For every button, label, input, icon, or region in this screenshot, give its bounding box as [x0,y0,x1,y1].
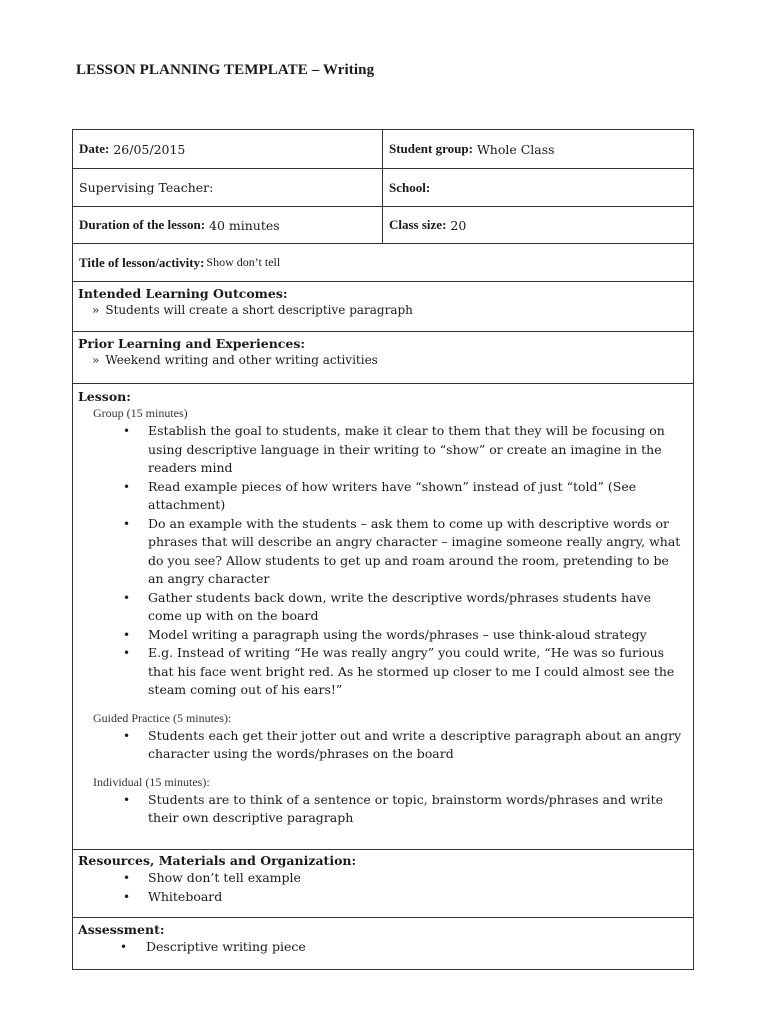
class-size-value: 20 [450,217,467,233]
bullet-icon: • [123,424,131,438]
document-title [76,62,374,79]
bullet-icon: • [123,728,131,743]
list-item: • Model writing a paragraph using the words/phrases – use think-aloud strategy [78,626,687,645]
student-group-label: Student group: [389,141,473,156]
date-value: 26/05/2015 [113,141,186,157]
list-item: • E.g. Instead of writing “He was really angry” you could write, “He was so furious that his face went bright red. As he stormed up closer to me I could almost see the steam coming out of his ears!” [123,645,675,697]
row-assessment [73,917,693,969]
list-item: • Do an example with the students – ask them to come up with descriptive words or phrases that will describe an angry character – imagine someone really angry, what do you see? Allow students to get up and roam around the room, pretending to be an angry character [123,515,681,586]
list-item: • Establish the goal to students, make it clear to them that they will be focusing on using descriptive language in their writing to “show” or create an imagine in the readers mind [123,423,665,475]
bullet-icon: • [123,516,131,531]
group-list [78,422,687,700]
resources-list [78,869,687,906]
row-lesson [73,383,693,849]
bullet-icon: • [123,627,131,642]
school-label: School: [389,179,431,195]
bullet-icon: • [120,940,128,954]
duration-cell [73,207,383,243]
assessment-label: Assessment: [78,922,165,937]
row-learning-outcomes [73,281,693,331]
bullet-icon: • [123,479,131,494]
supervising-teacher-cell [73,169,383,206]
supervising-teacher-label: Supervising Teacher: [79,180,214,195]
title-main: LESSON PLANNING TEMPLATE [76,62,308,78]
bullet-icon: • [123,889,131,904]
list-item: • Gather students back down, write the descriptive words/phrases students have come up with on the board [123,589,652,623]
row-title-of-lesson [73,243,693,281]
list-item: • Students are to think of a sentence or topic, brainstorm words/phrases and write their own descriptive paragraph [123,791,664,825]
school-cell [383,169,693,206]
prior-item: » Weekend writing and other writing activities [92,353,378,367]
row-duration-size [73,206,693,243]
class-size-label: Class size: [389,217,447,232]
resources-label: Resources, Materials and Organization: [78,853,357,868]
bullet-icon: • [123,590,131,605]
title-of-lesson-value: Show don’t tell [206,255,281,269]
lesson-plan-table [72,129,694,970]
row-prior-learning [73,331,693,383]
date-label: Date: [79,141,110,156]
date-cell [73,130,383,168]
student-group-value: Whole Class [476,141,555,157]
prior-label: Prior Learning and Experiences: [78,336,305,351]
list-item: • Read example pieces of how writers have “shown” instead of just “told” (See attachment) [123,478,637,512]
title-of-lesson-label: Title of lesson/activity: [79,254,205,270]
bullet-icon: • [123,792,131,807]
list-item: • Show don’t tell example [78,869,687,888]
list-item: • Students each get their jotter out and write a descriptive paragraph about an angry character using the words/phrases on the board [123,727,682,761]
duration-label: Duration of the lesson: [79,217,206,232]
bullet-icon: • [123,871,131,885]
guided-list [78,727,687,764]
class-size-cell [383,207,693,243]
individual-list [78,791,687,828]
chevron-icon: » [92,303,100,317]
outcome-item: » Students will create a short descriptive paragraph [92,303,413,317]
lesson-label: Lesson: [78,389,131,404]
row-resources [73,849,693,917]
student-group-cell [383,130,693,168]
title-separator: – [307,62,323,78]
outcomes-label: Intended Learning Outcomes: [78,286,288,301]
guided-heading: Guided Practice (5 minutes): [93,710,232,725]
assessment-list [78,938,687,957]
chevron-icon: » [92,353,100,367]
row-date-group [73,130,693,168]
duration-value: 40 minutes [209,217,280,233]
row-teacher-school [73,168,693,206]
title-subject: Writing [322,62,375,78]
bullet-icon: • [123,646,131,660]
list-item: • Whiteboard [78,888,687,907]
group-heading: Group (15 minutes) [93,406,188,420]
list-item: • Descriptive writing piece [78,938,687,957]
individual-heading: Individual (15 minutes): [93,774,210,789]
